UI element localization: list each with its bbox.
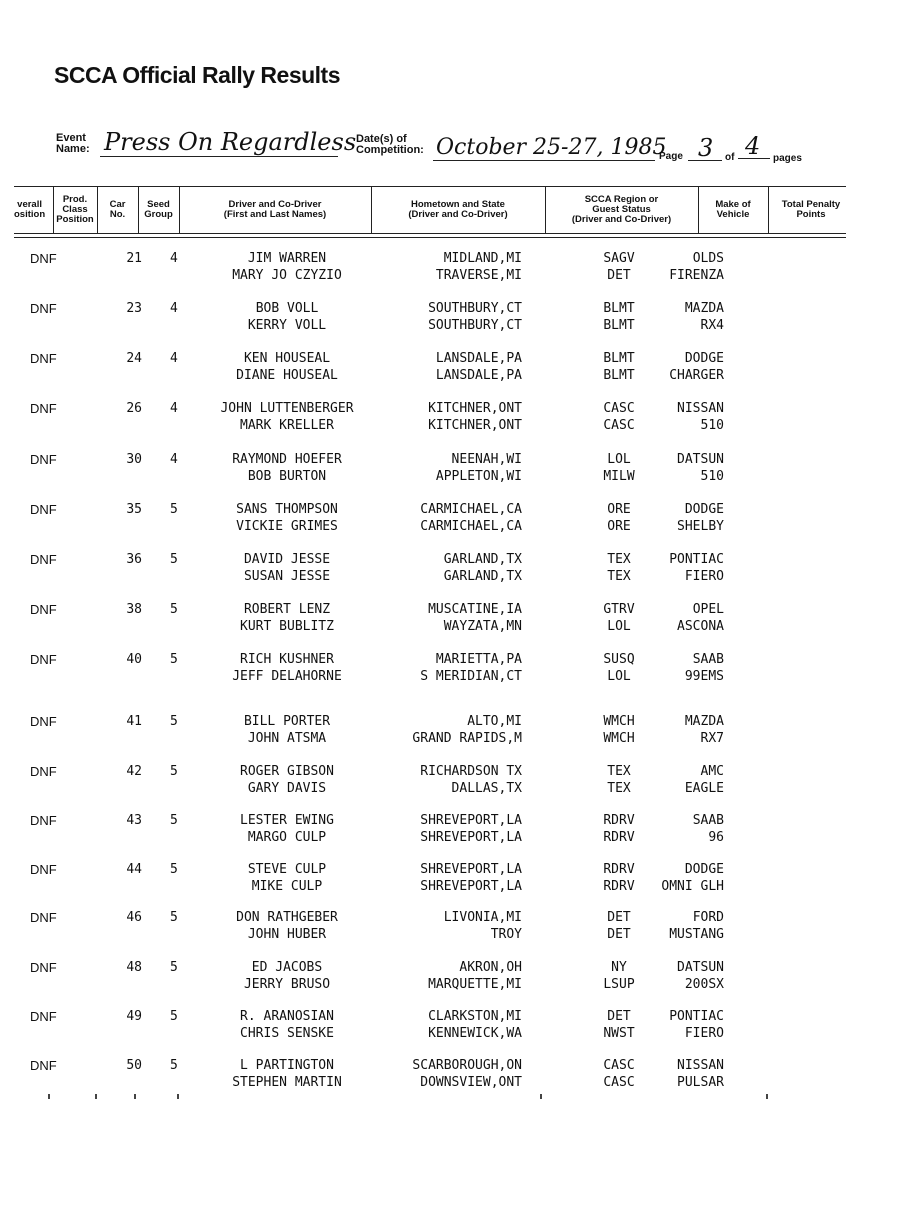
row-car-number: 48 xyxy=(126,960,142,975)
tick-mark xyxy=(766,1094,768,1099)
row-codriver: STEPHEN MARTIN xyxy=(232,1075,342,1090)
row-model: EAGLE xyxy=(684,781,724,796)
row-car-number: 49 xyxy=(126,1009,142,1024)
of-label: of xyxy=(725,152,735,163)
row-driver: ED JACOBS xyxy=(251,960,323,975)
row-seed-group: 5 xyxy=(170,552,178,567)
table-row xyxy=(0,400,900,440)
row-driver-region: BLMT xyxy=(603,301,635,316)
col-header-region: SCCA Region or Guest Status (Driver and Co-Driver) xyxy=(571,193,672,225)
row-driver: JOHN LUTTENBERGER xyxy=(220,401,354,416)
row-codriver: KERRY VOLL xyxy=(247,318,327,333)
table-row xyxy=(0,551,900,591)
row-overall-position: DNF xyxy=(30,301,57,316)
pages-label: pages xyxy=(773,153,802,164)
row-codriver-region: CASC xyxy=(603,418,635,433)
col-header-penalty-points: Total Penalty Points xyxy=(781,198,841,220)
event-name-underline xyxy=(100,156,338,157)
row-make: PONTIAC xyxy=(669,1009,724,1024)
row-codriver-region: LSUP xyxy=(603,977,635,992)
row-seed-group: 5 xyxy=(170,910,178,925)
row-seed-group: 5 xyxy=(170,813,178,828)
row-codriver-region: TEX xyxy=(607,781,631,796)
row-codriver: KURT BUBLITZ xyxy=(240,619,334,634)
tick-mark xyxy=(177,1094,179,1099)
row-car-number: 43 xyxy=(126,813,142,828)
row-codriver-hometown: S MERIDIAN,CT xyxy=(420,669,522,684)
row-overall-position: DNF xyxy=(30,960,57,975)
tick-mark xyxy=(540,1094,542,1099)
row-seed-group: 4 xyxy=(170,401,178,416)
row-make: DODGE xyxy=(684,351,724,366)
row-car-number: 50 xyxy=(126,1058,142,1073)
row-seed-group: 5 xyxy=(170,714,178,729)
header-bottom-rule xyxy=(14,233,846,234)
date-value: October 25-27, 1985 xyxy=(436,135,667,160)
row-overall-position: DNF xyxy=(30,401,57,416)
row-driver-region: LOL xyxy=(607,452,631,467)
row-seed-group: 4 xyxy=(170,251,178,266)
row-car-number: 40 xyxy=(126,652,142,667)
row-codriver-hometown: SOUTHBURY,CT xyxy=(428,318,522,333)
row-overall-position: DNF xyxy=(30,910,57,925)
row-driver-hometown: MARIETTA,PA xyxy=(435,652,522,667)
row-model: 510 xyxy=(700,469,724,484)
row-driver: L PARTINGTON xyxy=(240,1058,334,1073)
row-make: OLDS xyxy=(692,251,724,266)
row-seed-group: 5 xyxy=(170,502,178,517)
row-driver-region: BLMT xyxy=(603,351,635,366)
page-total: 4 xyxy=(745,132,761,160)
row-overall-position: DNF xyxy=(30,764,57,779)
table-row xyxy=(0,909,900,949)
row-model: 510 xyxy=(700,418,724,433)
row-make: FORD xyxy=(692,910,724,925)
row-codriver-region: ORE xyxy=(607,519,631,534)
row-seed-group: 5 xyxy=(170,960,178,975)
row-car-number: 21 xyxy=(126,251,142,266)
row-codriver: VICKIE GRIMES xyxy=(236,519,338,534)
row-make: SAAB xyxy=(692,652,724,667)
row-model: SHELBY xyxy=(677,519,724,534)
row-driver-region: CASC xyxy=(603,401,635,416)
row-car-number: 41 xyxy=(126,714,142,729)
row-driver-hometown: MIDLAND,MI xyxy=(443,251,522,266)
col-header-class-position: Prod. Class Position xyxy=(56,193,94,225)
row-overall-position: DNF xyxy=(30,1009,57,1024)
row-model: RX4 xyxy=(700,318,724,333)
row-overall-position: DNF xyxy=(30,652,57,667)
row-driver-region: RDRV xyxy=(603,862,635,877)
row-seed-group: 4 xyxy=(170,301,178,316)
row-driver-hometown: SCARBOROUGH,ON xyxy=(412,1058,522,1073)
row-codriver-region: RDRV xyxy=(603,879,635,894)
table-row xyxy=(0,1057,900,1097)
row-model: 99EMS xyxy=(684,669,724,684)
row-driver-region: DET xyxy=(607,1009,631,1024)
col-header-car-no: Car No. xyxy=(109,198,126,220)
col-header-overall-position: verall osition xyxy=(14,198,46,220)
tick-mark xyxy=(95,1094,97,1099)
row-model: RX7 xyxy=(700,731,724,746)
row-car-number: 38 xyxy=(126,602,142,617)
row-car-number: 42 xyxy=(126,764,142,779)
row-driver-hometown: KITCHNER,ONT xyxy=(428,401,522,416)
row-codriver-region: MILW xyxy=(603,469,635,484)
row-driver-region: TEX xyxy=(607,552,631,567)
table-row xyxy=(0,501,900,541)
row-driver-hometown: CLARKSTON,MI xyxy=(428,1009,522,1024)
row-overall-position: DNF xyxy=(30,502,57,517)
row-overall-position: DNF xyxy=(30,602,57,617)
row-driver-hometown: CARMICHAEL,CA xyxy=(420,502,522,517)
row-codriver: BOB BURTON xyxy=(247,469,327,484)
row-codriver: SUSAN JESSE xyxy=(243,569,331,584)
table-row xyxy=(0,300,900,340)
page-number: 3 xyxy=(698,134,714,162)
row-driver-region: DET xyxy=(607,910,631,925)
tick-mark xyxy=(48,1094,50,1099)
row-car-number: 46 xyxy=(126,910,142,925)
page-number-underline xyxy=(688,160,722,161)
row-car-number: 35 xyxy=(126,502,142,517)
table-row xyxy=(0,451,900,491)
row-codriver-region: WMCH xyxy=(603,731,635,746)
date-label: Date(s) of Competition: xyxy=(356,133,424,156)
row-codriver-region: NWST xyxy=(603,1026,635,1041)
row-overall-position: DNF xyxy=(30,251,57,266)
row-codriver-region: CASC xyxy=(603,1075,635,1090)
row-driver-region: ORE xyxy=(607,502,631,517)
row-car-number: 30 xyxy=(126,452,142,467)
row-overall-position: DNF xyxy=(30,714,57,729)
table-row xyxy=(0,959,900,999)
row-codriver-hometown: KENNEWICK,WA xyxy=(428,1026,522,1041)
row-codriver-hometown: GARLAND,TX xyxy=(443,569,522,584)
row-overall-position: DNF xyxy=(30,552,57,567)
tick-mark xyxy=(134,1094,136,1099)
table-row xyxy=(0,601,900,641)
row-codriver-region: TEX xyxy=(607,569,631,584)
row-driver: DON RATHGEBER xyxy=(236,910,338,925)
row-seed-group: 5 xyxy=(170,1058,178,1073)
col-header-hometown: Hometown and State (Driver and Co-Driver) xyxy=(408,198,508,220)
row-driver-region: GTRV xyxy=(603,602,635,617)
row-driver-region: NY xyxy=(611,960,627,975)
row-make: MAZDA xyxy=(684,714,724,729)
row-overall-position: DNF xyxy=(30,813,57,828)
row-seed-group: 5 xyxy=(170,764,178,779)
table-row xyxy=(0,861,900,901)
row-driver: DAVID JESSE xyxy=(243,552,331,567)
event-name-value: Press On Regardless xyxy=(104,128,357,156)
row-codriver-hometown: MARQUETTE,MI xyxy=(428,977,522,992)
row-driver: KEN HOUSEAL xyxy=(243,351,331,366)
row-codriver: MARY JO CZYZIO xyxy=(232,268,342,283)
row-codriver: JERRY BRUSO xyxy=(243,977,331,992)
row-codriver: DIANE HOUSEAL xyxy=(236,368,338,383)
row-codriver-hometown: APPLETON,WI xyxy=(435,469,522,484)
row-codriver: CHRIS SENSKE xyxy=(240,1026,334,1041)
row-driver-hometown: RICHARDSON TX xyxy=(420,764,522,779)
row-codriver-hometown: GRAND RAPIDS,M xyxy=(412,731,522,746)
row-seed-group: 5 xyxy=(170,862,178,877)
row-codriver-hometown: LANSDALE,PA xyxy=(435,368,522,383)
event-label: Event Name: xyxy=(56,132,90,155)
row-seed-group: 5 xyxy=(170,652,178,667)
row-driver: RICH KUSHNER xyxy=(240,652,334,667)
row-driver-region: RDRV xyxy=(603,813,635,828)
row-car-number: 24 xyxy=(126,351,142,366)
row-driver-hometown: ALTO,MI xyxy=(467,714,522,729)
row-model: FIERO xyxy=(684,569,724,584)
row-seed-group: 5 xyxy=(170,602,178,617)
row-codriver-hometown: WAYZATA,MN xyxy=(443,619,522,634)
row-driver-hometown: SHREVEPORT,LA xyxy=(420,813,522,828)
row-driver-region: CASC xyxy=(603,1058,635,1073)
row-driver-hometown: GARLAND,TX xyxy=(443,552,522,567)
table-row xyxy=(0,763,900,803)
row-driver-hometown: SHREVEPORT,LA xyxy=(420,862,522,877)
row-model: ASCONA xyxy=(677,619,724,634)
row-driver-region: SAGV xyxy=(603,251,635,266)
row-make: AMC xyxy=(700,764,724,779)
table-row xyxy=(0,713,900,753)
col-header-driver: Driver and Co-Driver (First and Last Names) xyxy=(223,198,327,220)
row-seed-group: 5 xyxy=(170,1009,178,1024)
row-codriver-region: LOL xyxy=(607,619,631,634)
row-codriver-hometown: KITCHNER,ONT xyxy=(428,418,522,433)
row-driver-hometown: AKRON,OH xyxy=(459,960,522,975)
table-row xyxy=(0,1008,900,1048)
row-seed-group: 4 xyxy=(170,452,178,467)
row-driver: BOB VOLL xyxy=(255,301,319,316)
row-driver-hometown: LIVONIA,MI xyxy=(443,910,522,925)
row-codriver: MARGO CULP xyxy=(247,830,327,845)
page-title: SCCA Official Rally Results xyxy=(54,62,341,88)
row-codriver-hometown: TRAVERSE,MI xyxy=(435,268,522,283)
col-header-make: Make of Vehicle xyxy=(715,198,751,220)
row-codriver: GARY DAVIS xyxy=(247,781,327,796)
page-total-underline xyxy=(738,158,770,159)
row-make: NISSAN xyxy=(677,1058,724,1073)
page-label: Page xyxy=(659,151,683,162)
row-make: PONTIAC xyxy=(669,552,724,567)
row-driver-hometown: SOUTHBURY,CT xyxy=(428,301,522,316)
row-seed-group: 4 xyxy=(170,351,178,366)
row-driver-hometown: NEENAH,WI xyxy=(451,452,522,467)
row-make: OPEL xyxy=(692,602,724,617)
row-driver-hometown: MUSCATINE,IA xyxy=(428,602,522,617)
row-codriver: MIKE CULP xyxy=(251,879,323,894)
row-codriver: JOHN ATSMA xyxy=(247,731,327,746)
row-driver-hometown: LANSDALE,PA xyxy=(435,351,522,366)
row-driver-region: TEX xyxy=(607,764,631,779)
row-overall-position: DNF xyxy=(30,862,57,877)
row-codriver-hometown: SHREVEPORT,LA xyxy=(420,879,522,894)
row-model: 96 xyxy=(708,830,724,845)
row-codriver: MARK KRELLER xyxy=(240,418,334,433)
row-model: PULSAR xyxy=(677,1075,724,1090)
row-codriver-region: RDRV xyxy=(603,830,635,845)
row-codriver-region: DET xyxy=(607,927,631,942)
row-codriver-region: BLMT xyxy=(603,318,635,333)
row-codriver-region: DET xyxy=(607,268,631,283)
row-model: FIRENZA xyxy=(669,268,724,283)
row-make: DODGE xyxy=(684,502,724,517)
row-make: NISSAN xyxy=(677,401,724,416)
row-car-number: 26 xyxy=(126,401,142,416)
row-overall-position: DNF xyxy=(30,351,57,366)
header-bottom-rule-thin xyxy=(14,237,846,238)
col-header-seed-group: Seed Group xyxy=(144,198,173,220)
row-driver: BILL PORTER xyxy=(243,714,331,729)
row-make: SAAB xyxy=(692,813,724,828)
row-overall-position: DNF xyxy=(30,1058,57,1073)
row-make: DATSUN xyxy=(677,452,724,467)
row-model: OMNI GLH xyxy=(661,879,724,894)
row-codriver-hometown: DALLAS,TX xyxy=(451,781,522,796)
row-car-number: 44 xyxy=(126,862,142,877)
row-driver: ROGER GIBSON xyxy=(240,764,334,779)
row-model: CHARGER xyxy=(669,368,724,383)
row-car-number: 23 xyxy=(126,301,142,316)
row-codriver-hometown: DOWNSVIEW,ONT xyxy=(420,1075,522,1090)
table-row xyxy=(0,250,900,290)
row-codriver-hometown: SHREVEPORT,LA xyxy=(420,830,522,845)
row-model: 200SX xyxy=(684,977,724,992)
row-driver: R. ARANOSIAN xyxy=(240,1009,334,1024)
row-driver: LESTER EWING xyxy=(240,813,334,828)
table-row xyxy=(0,350,900,390)
row-model: MUSTANG xyxy=(669,927,724,942)
row-codriver-region: LOL xyxy=(607,669,631,684)
row-model: FIERO xyxy=(684,1026,724,1041)
row-codriver-hometown: TROY xyxy=(490,927,522,942)
row-make: DODGE xyxy=(684,862,724,877)
row-codriver: JEFF DELAHORNE xyxy=(232,669,342,684)
row-driver-region: SUSQ xyxy=(603,652,635,667)
row-driver: JIM WARREN xyxy=(247,251,327,266)
row-make: DATSUN xyxy=(677,960,724,975)
row-driver-region: WMCH xyxy=(603,714,635,729)
row-codriver: JOHN HUBER xyxy=(247,927,327,942)
row-driver: ROBERT LENZ xyxy=(243,602,331,617)
row-overall-position: DNF xyxy=(30,452,57,467)
date-underline xyxy=(433,160,655,161)
table-row xyxy=(0,812,900,852)
row-codriver-hometown: CARMICHAEL,CA xyxy=(420,519,522,534)
row-driver: RAYMOND HOEFER xyxy=(232,452,342,467)
row-codriver-region: BLMT xyxy=(603,368,635,383)
row-car-number: 36 xyxy=(126,552,142,567)
row-make: MAZDA xyxy=(684,301,724,316)
row-driver: SANS THOMPSON xyxy=(236,502,338,517)
table-row xyxy=(0,651,900,691)
row-driver: STEVE CULP xyxy=(247,862,327,877)
